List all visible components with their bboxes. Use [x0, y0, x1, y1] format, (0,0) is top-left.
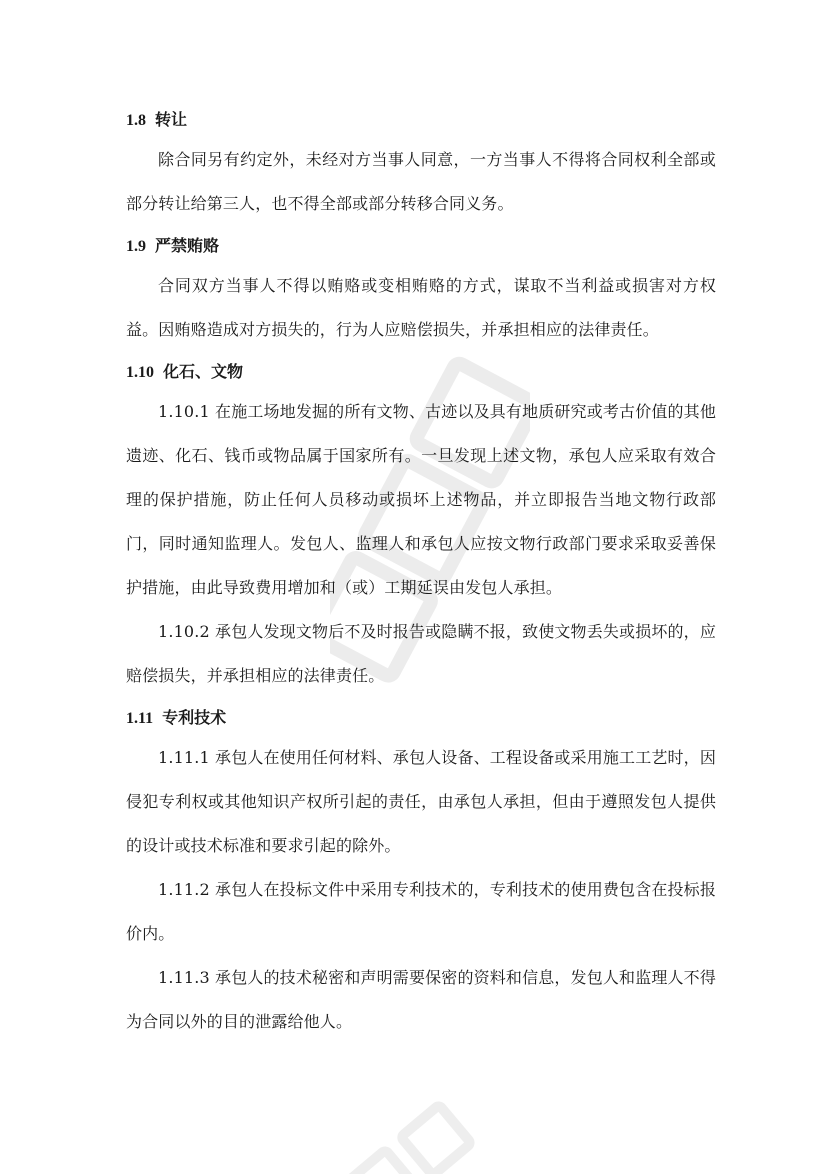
watermark-logo-bottom — [340, 1100, 500, 1174]
paragraph: 除合同另有约定外，未经对方当事人同意，一方当事人不得将合同权利全部或部分转让给第三人，也不得全部或部分转移合同义务。 — [126, 150, 716, 213]
section-title: 专利技术 — [162, 708, 227, 727]
paragraph: 合同双方当事人不得以贿赂或变相贿赂的方式，谋取不当利益或损害对方权益。因贿赂造成对方损失的，行为人应赔偿损失，并承担相应的法律责任。 — [126, 276, 716, 339]
section-heading-1-11 — [126, 706, 716, 730]
section-title: 转让 — [155, 110, 188, 129]
section-number: 1.10 — [126, 364, 154, 381]
section-number: 1.8 — [126, 112, 146, 129]
paragraph: 1.11.2 承包人在投标文件中采用专利技术的，专利技术的使用费包含在投标报价内。 — [126, 880, 716, 943]
section-title: 化石、文物 — [163, 362, 244, 381]
section-number: 1.11 — [126, 710, 154, 727]
paragraph: 1.11.3 承包人的技术秘密和声明需要保密的资料和信息，发包人和监理人不得为合同以外的目的泄露给他人。 — [126, 968, 716, 1031]
section-heading-1-9 — [126, 234, 716, 258]
section-number: 1.9 — [126, 238, 146, 255]
section-heading-1-10 — [126, 360, 716, 384]
section-heading-1-8 — [126, 108, 716, 132]
paragraph: 1.10.1 在施工场地发掘的所有文物、古迹以及具有地质研究或考古价值的其他遗迹、化石、钱币或物品属于国家所有。一旦发现上述文物，承包人应采取有效合理的保护措施，防止任何人员移动或损坏上述物品，并立即报告当地文物行政部门，同时通知监理人。发包人、监理人和承包人应按文物行政部门要求采取妥善保护措施，由此导致费用增加和（或）工期延误由发包人承担。 — [126, 402, 716, 597]
paragraph: 1.10.2 承包人发现文物后不及时报告或隐瞒不报，致使文物丢失或损坏的，应赔偿损失，并承担相应的法律责任。 — [126, 622, 716, 685]
paragraph: 1.11.1 承包人在使用任何材料、承包人设备、工程设备或采用施工工艺时，因侵犯专利权或其他知识产权所引起的责任，由承包人承担，但由于遵照发包人提供的设计或技术标准和要求引起的除外。 — [126, 748, 716, 855]
section-title: 严禁贿赂 — [155, 236, 220, 255]
document-body — [126, 108, 716, 1044]
